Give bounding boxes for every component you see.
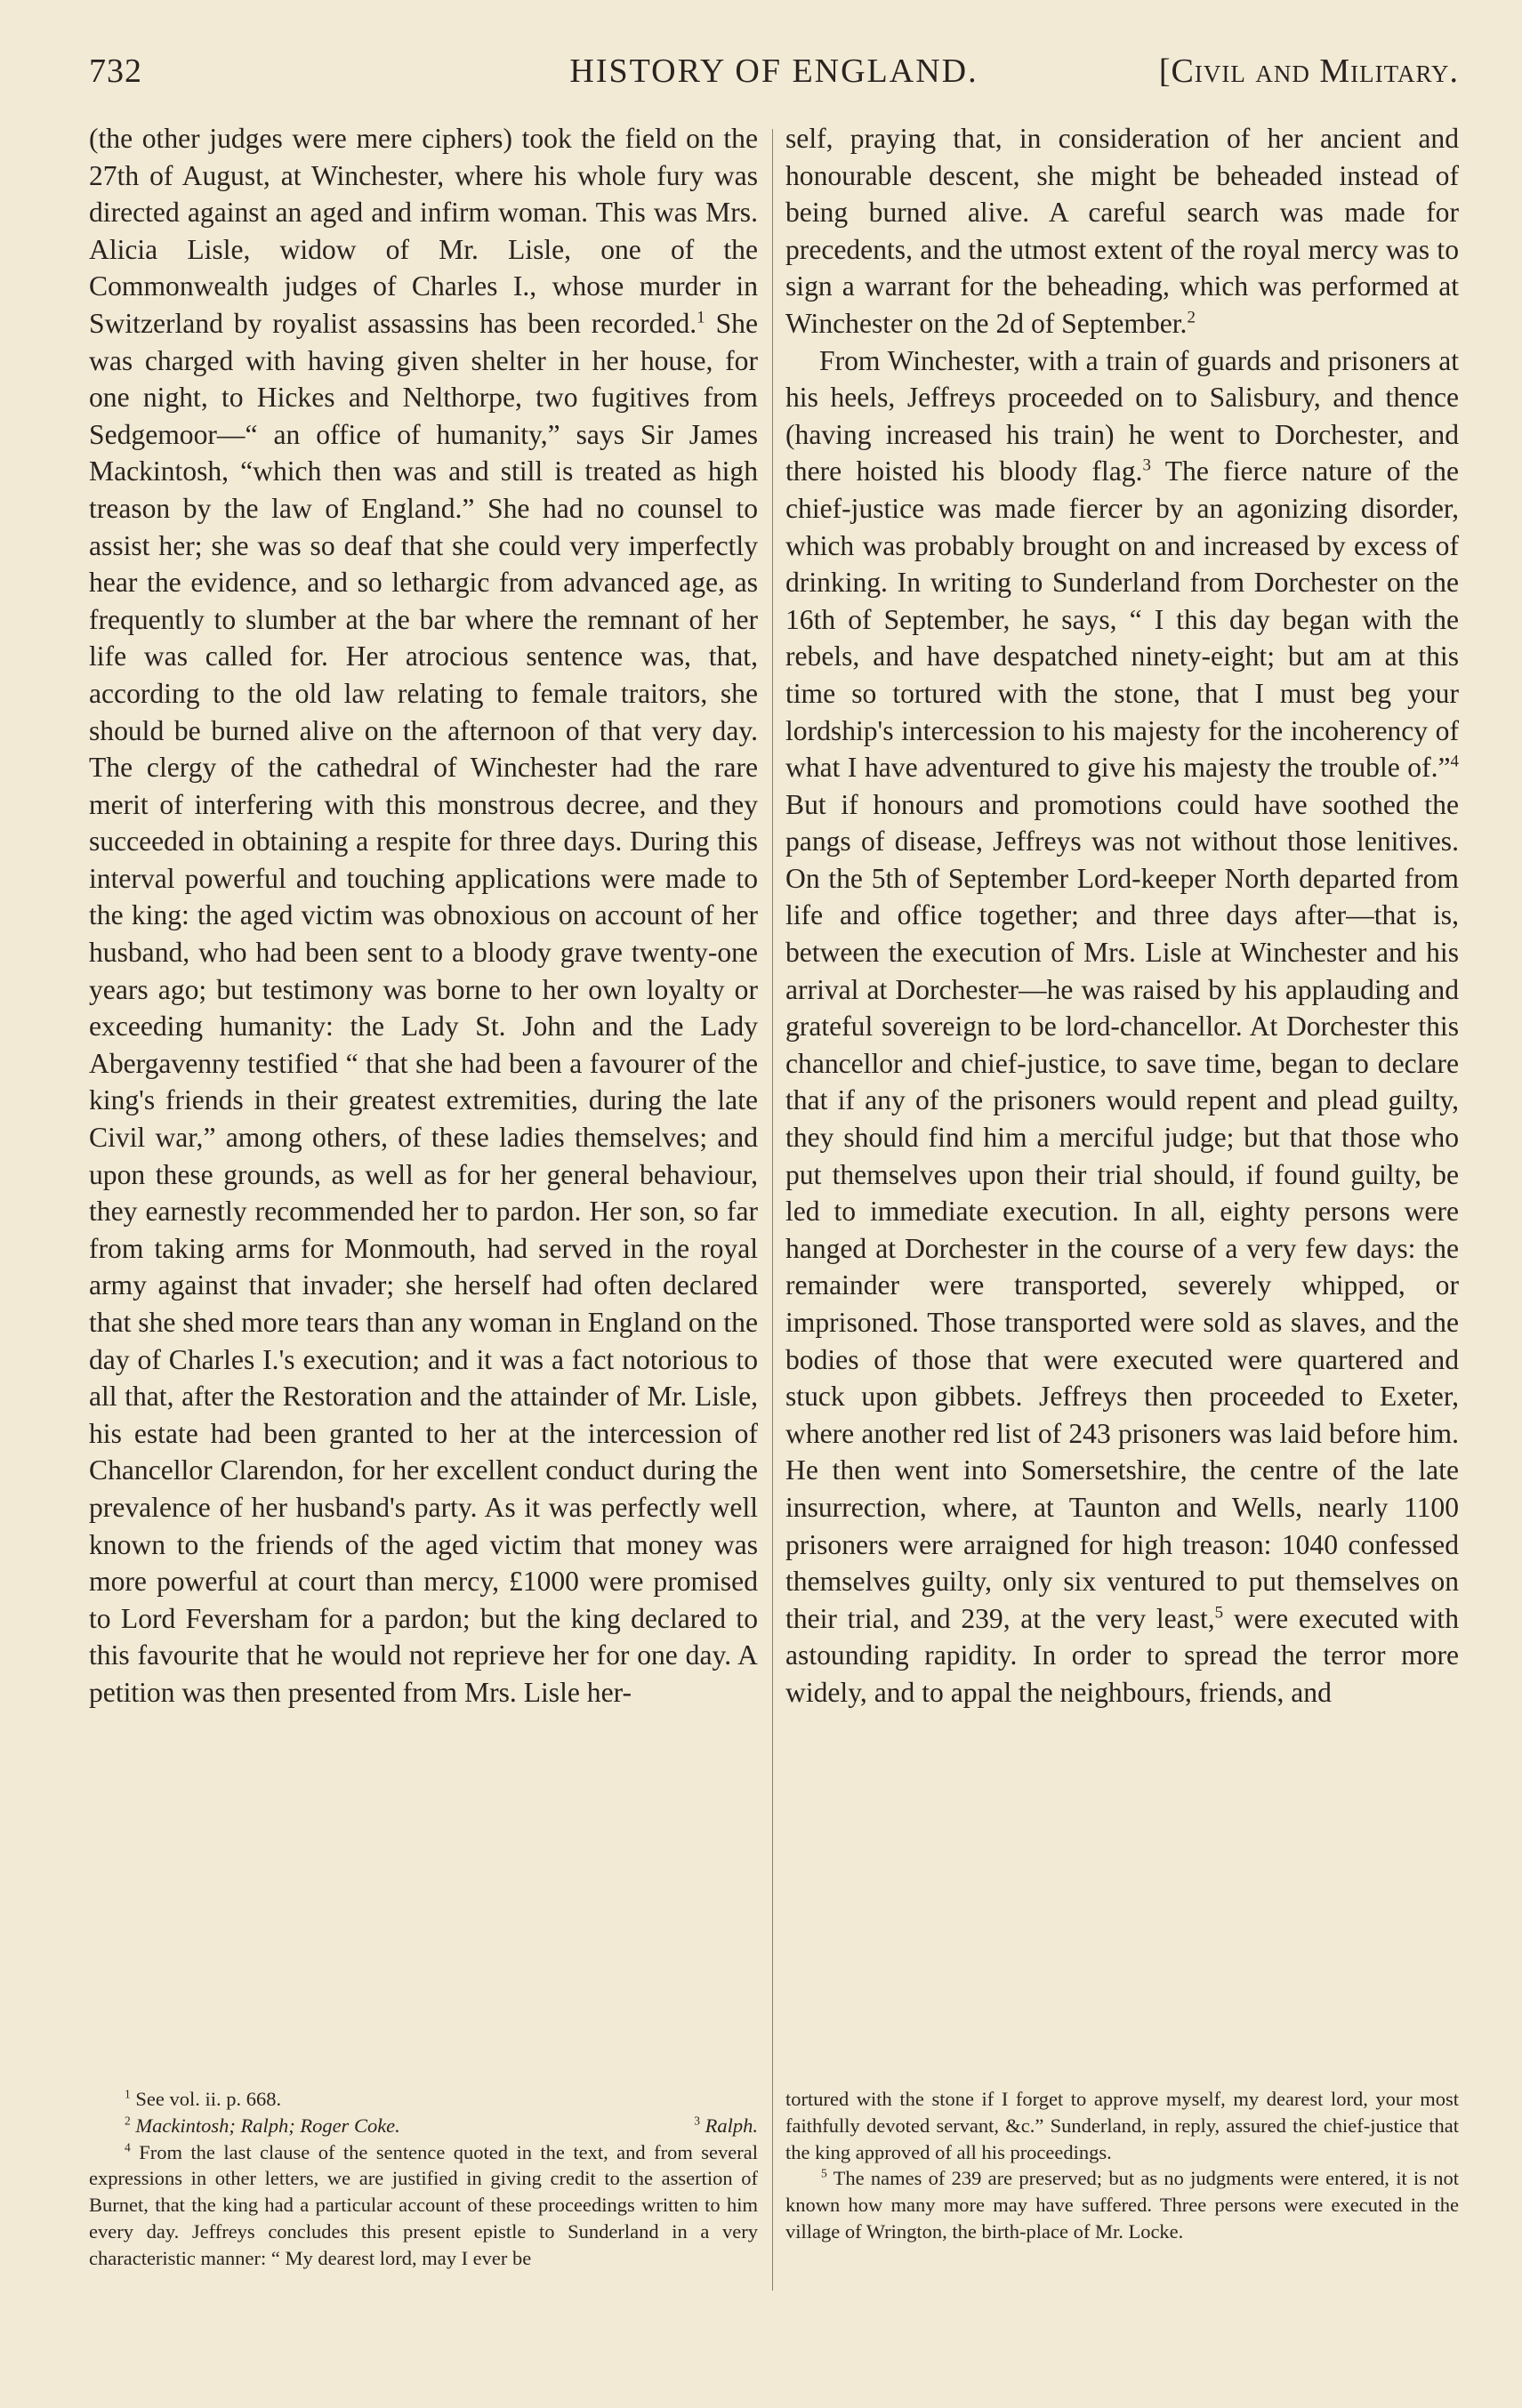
paragraph: From Winchester, with a train of guards and prisoners at his heels, Jeffreys proceeded on to Salisbury, and thence (having increased his train) he went to Dorchester, and there hoisted his bloody flag.$^3$ The fierce nature of the chief-justice was made fiercer by an agonizing disorder, which was probably brought on and increased by excess of drinking. In writing to Sunderland from Dorchester on the 16th of September, he says, “ I this day began with the rebels, and have despatched ninety-eight; but am at this time so tortured with the stone, that I must beg your lordship's intercession to his majesty for the incoherency of what I have adventured to give his majesty the trouble of.”$^4$ But if honours and promotions could have soothed the pangs of disease, Jeffreys was not without those lenitives. On the 5th of September Lord-keeper North departed from life and office together; and three days after—that is, between the execution of Mrs. Lisle at Winchester and his arrival at Dorchester—he was raised by his applauding and grateful sovereign to be lord-chancellor. At Dorchester this chancellor and chief-justice, to save time, began to declare that if any of the prisoners would repent and plead guilty, they should find him a merciful judge; but that those who put themselves upon their trial should, if found guilty, be led to immediate execution. In all, eighty persons were hanged at Dorchester in the course of a very few days: the remainder were transported, severely whipped, or imprisoned. Those transported were sold as slaves, and the bodies of those that were executed were quartered and stuck upon gibbets. Jeffreys then proceeded to Exeter, where another red list of 243 prisoners was laid before him. He then went into Somersetshire, the centre of the late insurrection, where, at Taunton and Wells, nearly 1100 prisoners were arraigned for high treason: 1040 confessed themselves guilty, only six ventured to put themselves on their trial, and 239, at the very least,$^5$ were executed with astounding rapidity. In order to spread the terror more widely, and to appal the neighbours, friends, and	[785, 344, 1459, 1708]
running-title: HISTORY OF ENGLAND.	[569, 52, 978, 90]
footnote: $^5$ The names of 239 are preserved; but as no judgments were entered, it is not known how many more may have suffered. Three persons were executed in the village of Wrington, the birth-place of Mr. Locke.	[785, 2166, 1459, 2243]
footnotes-right	[785, 2086, 1459, 2245]
footnotes-left	[89, 2086, 758, 2272]
footnote-ref: 3	[1142, 455, 1151, 475]
paragraph: (the other judges were mere ciphers) took the field on the 27th of August, at Winchester, where his whole fury was directed against an aged and infirm woman. This was Mrs. Alicia Lisle, widow of Mr. Lisle, one of the Commonwealth judges of Charles I., whose murder in Switzerland by royalist assassins has been recorded.$^1$ She was charged with having given shelter in her house, for one night, to Hickes and Nelthorpe, two fugitives from Sedgemoor—“ an office of humanity,” says Sir James Mackintosh, “which then was and still is treated as high treason by the law of England.” She had no counsel to assist her; she was so deaf that she could very imperfectly hear the evidence, and so lethargic from advanced age, as frequently to slumber at the bar where the remnant of her life was called for. Her atrocious sentence was, that, according to the old law relating to female traitors, she should be burned alive on the afternoon of that very day. The clergy of the cathedral of Winchester had the rare merit of interfering with this monstrous decree, and they succeeded in obtaining a respite for three days. During this interval powerful and touching applications were made to the king: the aged victim was obnoxious on account of her husband, who had been sent to a bloody grave twenty-one years ago; but testimony was borne to her own loyalty or exceeding humanity: the Lady St. John and the Lady Abergavenny testified “ that she had been a favourer of the king's friends in their greatest extremities, during the late Civil war,” among others, of these ladies themselves; and upon these grounds, as well as for her general behaviour, they earnestly recommended her to pardon. Her son, so far from taking arms for Monmouth, had served in the royal army against that invader; she herself had often declared that she shed more tears than any woman in England on the day of Charles I.'s execution; and it was a fact notorious to all that, after the Restoration and the attainder of Mr. Lisle, his estate had been granted to her at the intercession of Chancellor Clarendon, for her excellent conduct during the prevalence of her husband's party. As it was perfectly well known to the friends of the aged victim that money was more powerful at court than mercy, £1000 were promised to Lord Feversham for a pardon; but the king declared to this favourite that he would not reprieve her for one day. A petition was then presented from Mrs. Lisle her-	[89, 123, 758, 1708]
footnote-ref: 1	[697, 308, 705, 327]
footnote-ref: 4	[1450, 752, 1459, 771]
footnote-pair: $^2$ Mackintosh; Ralph; Roger Coke. $^3$ Ralph.	[125, 2114, 758, 2137]
footnote-continued: tortured with the stone if I forget to approve myself, my dearest lord, your most faithfully devoted servant, &c.” Sunderland, in reply, assured the chief-justice that the king approved of all his proceedings.	[785, 2088, 1459, 2163]
paragraph: self, praying that, in consideration of her ancient and honourable descent, she might be beheaded instead of being burned alive. A careful search was made for precedents, and the utmost extent of the royal mercy was to sign a warrant for the beheading, which was performed at Winchester on the 2d of September.$^2$	[785, 123, 1459, 339]
footnote: $^4$ From the last clause of the sentence quoted in the text, and from several expressions in other letters, we are justified in giving credit to the assertion of Burnet, that the king had a particular account of these proceedings written to him every day. Jeffreys concludes this present epistle to Sunderland in a very characteristic manner: “ My dearest lord, may I ever be	[89, 2140, 758, 2269]
footnote: $^1$ See vol. ii. p. 668.	[125, 2087, 282, 2110]
right-column	[785, 120, 1459, 1711]
column-divider	[772, 129, 773, 2291]
footnote-ref: 2	[1187, 308, 1196, 327]
running-header	[89, 52, 1459, 105]
section-title: [Civil and Military.	[1158, 52, 1459, 90]
footnote-ref: 5	[1214, 1603, 1224, 1623]
page-number: 732	[89, 52, 142, 90]
left-column	[89, 120, 758, 1711]
